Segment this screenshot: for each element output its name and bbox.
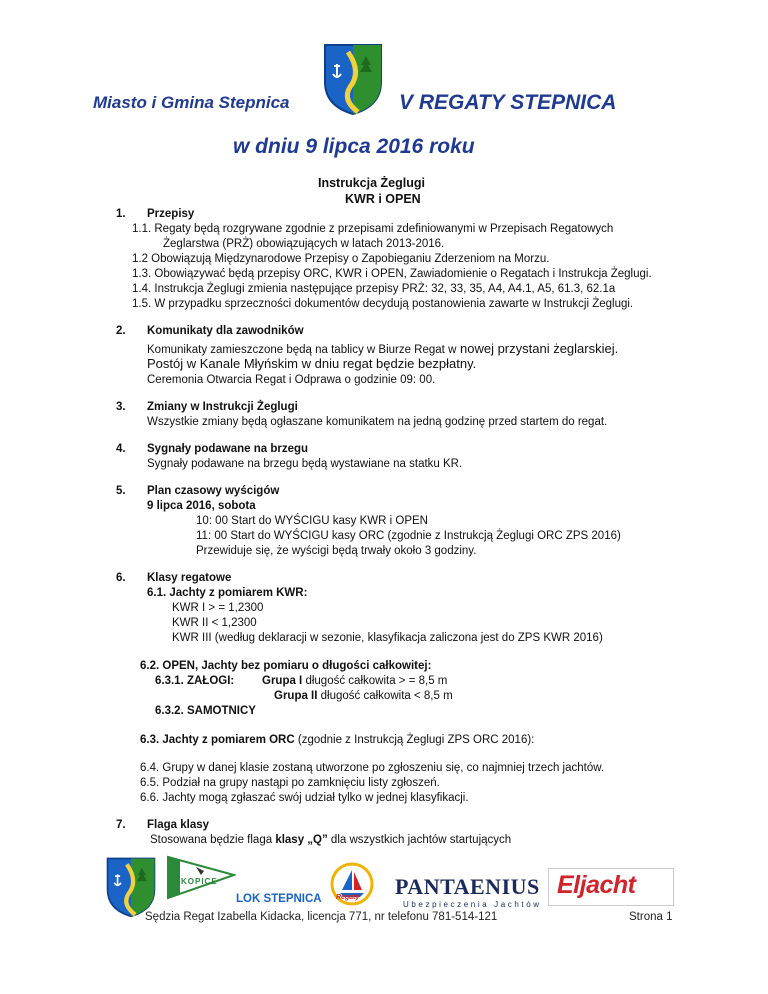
s6-kwr-1: KWR I > = 1,2300 [172, 602, 264, 614]
eljacht-wordmark: Eljacht [557, 871, 636, 899]
s6-heading-6-2: 6.2. OPEN, Jachty bez pomiaru o długości całkowitej: [140, 660, 432, 672]
footer-stepnica-crest-logo [105, 856, 157, 918]
eljacht-logo [548, 868, 674, 906]
regaty-logo [330, 862, 374, 906]
s5-line-1: 10: 00 Start do WYŚCIGU kasy KWR i OPEN [196, 515, 428, 527]
s5-line-3: Przewiduje się, że wyścigi będą trwały około 3 godziny. [196, 545, 477, 557]
s6-heading-6-3 [140, 734, 534, 746]
s3-line-1: Wszystkie zmiany będą ogłaszane komunikatem na jedną godzinę przed startem do regat. [147, 416, 608, 428]
section-3-title: Zmiany w Instrukcji Żeglugi [147, 401, 298, 413]
s5-day: 9 lipca 2016, sobota [147, 500, 256, 512]
section-6-number: 6. [116, 572, 126, 584]
footer-judge-info: Sędzia Regat Izabella Kidacka, licencja 771, nr telefonu 781-514-121 [145, 911, 498, 923]
kopice-label: KOPICE [181, 877, 218, 886]
section-4-number: 4. [116, 443, 126, 455]
section-7-number: 7. [116, 819, 126, 831]
header-right-title: V REGATY STEPNICA [399, 91, 617, 114]
section-2-number: 2. [116, 325, 126, 337]
section-6-title: Klasy regatowe [147, 572, 232, 584]
section-7-title: Flaga klasy [147, 819, 210, 831]
header-left-title: Miasto i Gmina Stepnica [93, 93, 290, 112]
lok-stepnica-label: LOK STEPNICA [236, 893, 322, 905]
s4-line-1: Sygnały podawane na brzegu będą wystawiane na statku KR. [147, 458, 463, 470]
s7-line-1 [150, 834, 511, 846]
s6-group-1-text: długość całkowita > = 8,5 m [302, 675, 448, 687]
s2-line-1 [147, 341, 618, 356]
s6-heading-6-3-rest: (zgodnie z Instrukcją Żeglugi ZPS ORC 2016): [294, 734, 535, 746]
pantaenius-subtitle: Ubezpieczenia Jachtów [403, 900, 542, 909]
s1-line-1b: Żeglarstwa (PRŻ) obowiązujących w latach 2013-2016. [163, 238, 445, 250]
s6-heading-6-3-bold: 6.3. Jachty z pomiarem ORC [140, 734, 295, 746]
s6-line-6-6: 6.6. Jachty mogą zgłaszać swój udział tylko w jednej klasyfikacji. [140, 792, 469, 804]
s6-kwr-3: KWR III (według deklaracji w sezonie, klasyfikacja zaliczona jest do ZPS KWR 2016) [172, 632, 603, 644]
s7-line-1-c: dla wszystkich jachtów startujących [327, 834, 512, 846]
kopice-pennant-logo [166, 855, 236, 900]
pantaenius-logo [395, 874, 542, 909]
regaty-logo-text: Regaty [336, 894, 360, 901]
s6-heading-6-1: 6.1. Jachty z pomiarem KWR: [147, 587, 308, 599]
section-5-title: Plan czasowy wyścigów [147, 485, 280, 497]
header-date-line: w dniu 9 lipca 2016 roku [233, 135, 475, 158]
s7-line-1-a: Stosowana będzie flaga [150, 834, 276, 846]
s6-heading-6-3-1: 6.3.1. ZAŁOGI: [155, 675, 235, 687]
s1-line-4: 1.4. Instrukcja Żeglugi zmienia następujące przepisy PRŻ: 32, 33, 35, A4, A4.1, A5, 61.3, 62.1a [132, 283, 616, 295]
s1-line-5: 1.5. W przypadku sprzeczności dokumentów decydują postanowienia zawarte w Instrukcji Żeglugi. [132, 298, 634, 310]
s2-line-3: Ceremonia Otwarcia Regat i Odprawa o godzinie 09: 00. [147, 374, 436, 386]
s1-line-3: 1.3. Obowiązywać będą przepisy ORC, KWR i OPEN, Zawiadomienie o Regatach i Instrukcja Żeglugi. [132, 268, 652, 280]
s2-line-1-a: Komunikaty zamieszczone będą na tablicy w Biurze Regat w [147, 344, 457, 356]
s1-line-1: 1.1. Regaty będą rozgrywane zgodnie z przepisami zdefiniowanymi w Przepisach Regatowych [132, 223, 614, 235]
s1-line-2: 1.2 Obowiązują Międzynarodowe Przepisy o Zapobieganiu Zderzeniom na Morzu. [132, 253, 550, 265]
footer-page-number: Strona 1 [629, 911, 673, 923]
section-3-number: 3. [116, 401, 126, 413]
s6-group-1 [262, 675, 447, 687]
stepnica-crest-logo [322, 42, 384, 116]
s6-group-2 [274, 690, 453, 702]
pantaenius-wordmark: PANTAENIUS [395, 874, 540, 899]
s5-line-2: 11: 00 Start do WYŚCIGU kasy ORC (zgodnie z Instrukcją Żeglugi ORC ZPS 2016) [196, 530, 621, 542]
s6-group-1-label: Grupa I [262, 675, 303, 687]
s2-line-1-b: nowej przystani żeglarskiej. [456, 341, 619, 356]
s6-line-6-4: 6.4. Grupy w danej klasie zostaną utworzone po zgłoszeniu się, co najmniej trzech jachtów. [140, 762, 605, 774]
doc-title-2: KWR i OPEN [345, 192, 421, 206]
s6-group-2-label: Grupa II [274, 690, 318, 702]
s6-kwr-2: KWR II < 1,2300 [172, 617, 257, 629]
section-1-number: 1. [116, 208, 126, 220]
section-2-title: Komunikaty dla zawodników [147, 325, 304, 337]
section-4-title: Sygnały podawane na brzegu [147, 443, 309, 455]
s7-line-1-b: klasy „Q” [275, 834, 328, 846]
section-1-title: Przepisy [147, 208, 195, 220]
section-5-number: 5. [116, 485, 126, 497]
s2-line-2: Postój w Kanale Młyńskim w dniu regat będzie bezpłatny. [147, 356, 477, 371]
s6-line-6-5: 6.5. Podział na grupy nastąpi po zamknięciu listy zgłoszeń. [140, 777, 440, 789]
s6-group-2-text: długość całkowita < 8,5 m [317, 690, 453, 702]
s6-heading-6-3-2: 6.3.2. SAMOTNICY [155, 705, 256, 717]
doc-title-1: Instrukcja Żeglugi [318, 176, 425, 190]
